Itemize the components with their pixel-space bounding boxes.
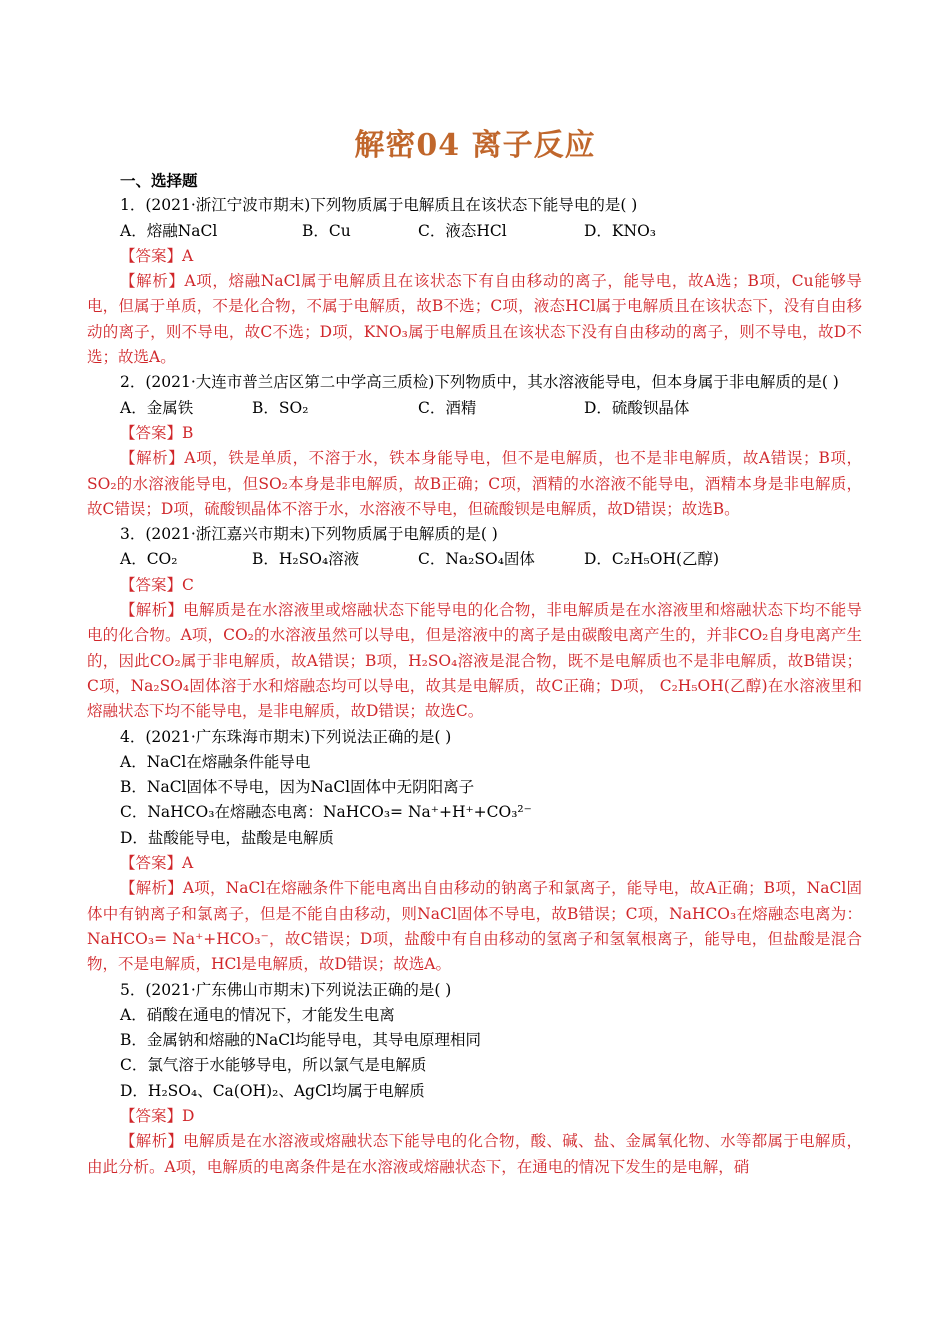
question-1-option-c: C．液态HCl [418, 221, 507, 240]
question-2-stem: 2．(2021·大连市普兰店区第二中学高三质检)下列物质中，其水溶液能导电，但本身属于非电解质的是( ) [120, 373, 839, 392]
question-3-stem: 3．(2021·浙江嘉兴市期末)下列物质属于电解质的是( ) [120, 525, 498, 544]
question-5-option-b: B．金属钠和熔融的NaCl均能导电，其导电原理相同 [120, 1031, 482, 1050]
document-body [87, 168, 862, 1180]
page-title: 解密04 离子反应 [354, 128, 596, 163]
question-4-option-c: C．NaHCO₃在熔融态电离：NaHCO₃= Na⁺+H⁺+CO₃²⁻ [120, 803, 532, 822]
question-2-answer: 【答案】B [120, 423, 194, 442]
question-5-answer: 【答案】D [120, 1106, 195, 1125]
question-3-options [87, 547, 862, 572]
question-4-option-a: A．NaCl在熔融条件能导电 [120, 752, 311, 771]
question-5-option-a: A．硝酸在通电的情况下，才能发生电离 [120, 1005, 395, 1024]
question-2-option-d: D．硫酸钡晶体 [584, 398, 690, 417]
question-5-stem: 5．(2021·广东佛山市期末)下列说法正确的是( ) [120, 980, 452, 999]
question-5-analysis: 【解析】电解质是在水溶液或熔融状态下能导电的化合物，酸、碱、盐、金属氧化物、水等都属于电解质，由此分析。A项，电解质的电离条件是在水溶液或熔融状态下，在通电的情况下发生的是电解，硝 [87, 1132, 862, 1176]
question-2-option-a: A．金属铁 [120, 398, 194, 417]
question-3-option-a: A．CO₂ [120, 550, 178, 569]
question-2-options [87, 396, 862, 421]
question-2-analysis: 【解析】A项，铁是单质，不溶于水，铁本身能导电，但不是电解质，也不是非电解质，故A错误；B项，SO₂的水溶液能导电，但SO₂本身是非电解质，故B正确；C项，酒精的水溶液不能导电，酒精本身是非电解质，故C错误；D项，硫酸钡晶体不溶于水，水溶液不导电，但硫酸钡是电解质，故D错误；故选B。 [87, 449, 862, 518]
question-1-option-a: A．熔融NaCl [120, 221, 218, 240]
question-4-stem: 4．(2021·广东珠海市期末)下列说法正确的是( ) [120, 727, 452, 746]
question-1-option-b: B．Cu [302, 221, 351, 240]
question-3-analysis: 【解析】电解质是在水溶液里或熔融状态下能导电的化合物，非电解质是在水溶液里和熔融状态下均不能导电的化合物。A项，CO₂的水溶液虽然可以导电，但是溶液中的离子是由碳酸电离产生的，并非CO₂自身电离产生的，因此CO₂属于非电解质，故A错误；B项，H₂SO₄溶液是混合物，既不是电解质也不是非电解质，故B错误；C项，Na₂SO₄固体溶于水和熔融态均可以导电，故其是电解质，故C正确；D项， C₂H₅OH(乙醇)在水溶液里和熔融状态下均不能导电，是非电解质，故D错误；故选C。 [87, 601, 862, 721]
question-3-option-b: B．H₂SO₄溶液 [252, 550, 360, 569]
question-1-stem: 1．(2021·浙江宁波市期末)下列物质属于电解质且在该状态下能导电的是( ) [120, 196, 638, 215]
question-3-answer: 【答案】C [120, 575, 194, 594]
question-1-answer: 【答案】A [120, 246, 194, 265]
question-5-option-c: C．氯气溶于水能够导电，所以氯气是电解质 [120, 1056, 427, 1075]
question-4-answer: 【答案】A [120, 854, 194, 873]
section-heading: 一、选择题 [120, 171, 198, 190]
question-3-option-d: D．C₂H₅OH(乙醇) [584, 550, 720, 569]
question-1-option-d: D．KNO₃ [584, 221, 656, 240]
question-4-option-d: D．盐酸能导电，盐酸是电解质 [120, 828, 334, 847]
question-3-option-c: C．Na₂SO₄固体 [418, 550, 535, 569]
question-1-options [87, 219, 862, 244]
question-2-option-c: C．酒精 [418, 398, 477, 417]
question-4-analysis: 【解析】A项，NaCl在熔融条件下能电离出自由移动的钠离子和氯离子，能导电，故A正确；B项，NaCl固体中有钠离子和氯离子，但是不能自由移动，则NaCl固体不导电，故B错误；C项，NaHCO₃在熔融态电离为：NaHCO₃= Na⁺+HCO₃⁻，故C错误；D项，盐酸中有自由移动的氢离子和氢氧根离子，能导电，但盐酸是混合物，不是电解质，HCl是电解质，故D错误；故选A。 [87, 879, 862, 974]
question-2-option-b: B．SO₂ [252, 398, 309, 417]
question-4-option-b: B．NaCl固体不导电，因为NaCl固体中无阴阳离子 [120, 778, 475, 797]
question-1-analysis: 【解析】A项，熔融NaCl属于电解质且在该状态下有自由移动的离子，能导电，故A选；B项，Cu能够导电，但属于单质，不是化合物，不属于电解质，故B不选；C项，液态HCl属于电解质且在该状态下，没有自由移动的离子，则不导电，故C不选；D项，KNO₃属于电解质且在该状态下没有自由移动的离子，则不导电，故D不选；故选A。 [87, 272, 862, 367]
question-5-option-d: D．H₂SO₄、Ca(OH)₂、AgCl均属于电解质 [120, 1081, 425, 1100]
